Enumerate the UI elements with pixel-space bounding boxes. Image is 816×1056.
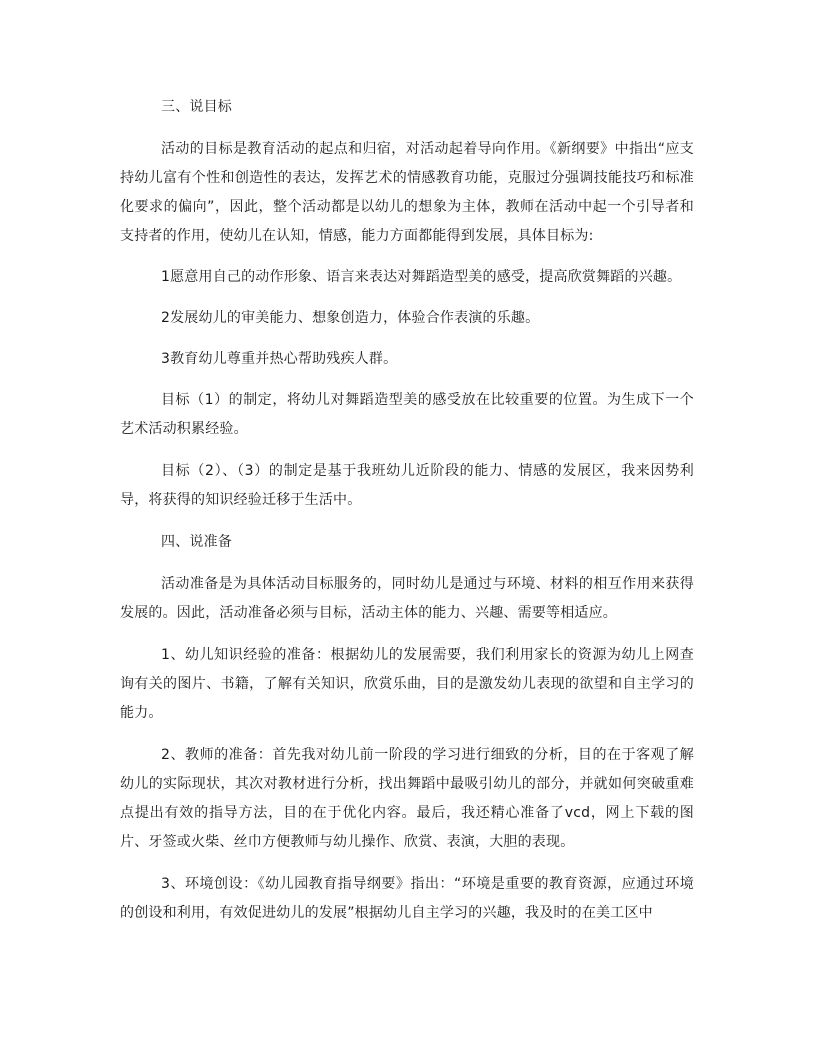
goal-item-3: 3教育幼儿尊重并热心帮助残疾人群。 xyxy=(161,351,398,367)
section-heading-goals: 三、说目标 xyxy=(161,99,232,115)
paragraph-teacher-prep: 2、教师的准备：首先我对幼儿前一阶段的学习进行细致的分析，目的在于客观了解幼儿的实际现状，其次对教材进行分析，找出舞蹈中最吸引幼儿的部分，并就如何突破重难点提出有效的指导方法，目的在于优化内容。最后，我还精心准备了vcd，网上下载的图片、牙签或火柴、丝巾方便教师与幼儿操作、欣赏、表演，大胆的表现。 xyxy=(120,747,694,850)
paragraph-goal-1-note: 目标（1）的制定，将幼儿对舞蹈造型美的感受放在比较重要的位置。为生成下一个艺术活动积累经验。 xyxy=(120,392,694,437)
paragraph-goal-2-3-note: 目标（2）、（3）的制定是基于我班幼儿近阶段的能力、情感的发展区，我来因势利导，将获得的知识经验迁移于生活中。 xyxy=(120,463,694,508)
goal-item-1: 1愿意用自己的动作形象、语言来表达对舞蹈造型美的感受，提高欣赏舞蹈的兴趣。 xyxy=(161,269,682,285)
document-body xyxy=(120,93,694,928)
paragraph-environment-setup: 3、环境创设：《幼儿园教育指导纲要》指出：“环境是重要的教育资源，应通过环境的创设和利用，有效促进幼儿的发展”根据幼儿自主学习的兴趣，我及时的在美工区中 xyxy=(120,876,694,921)
paragraph-goals-intro: 活动的目标是教育活动的起点和归宿，对活动起着导向作用。《新纲要》中指出“应支持幼儿富有个性和创造性的表达，发挥艺术的情感教育功能，克服过分强调技能技巧和标准化要求的偏向”，因此，整个活动都是以幼儿的想象为主体，教师在活动中起一个引导者和支持者的作用，使幼儿在认知，情感，能力方面都能得到发展，具体目标为: xyxy=(120,141,694,244)
goal-item-2: 2发展幼儿的审美能力、想象创造力，体验合作表演的乐趣。 xyxy=(161,310,540,326)
section-heading-preparation: 四、说准备 xyxy=(161,534,232,550)
paragraph-child-knowledge-prep: 1、幼儿知识经验的准备：根据幼儿的发展需要，我们利用家长的资源为幼儿上网查询有关的图片、书籍，了解有关知识，欣赏乐曲，目的是激发幼儿表现的欲望和自主学习的能力。 xyxy=(120,647,694,721)
paragraph-preparation-intro: 活动准备是为具体活动目标服务的，同时幼儿是通过与环境、材料的相互作用来获得发展的。因此，活动准备必须与目标，活动主体的能力、兴趣、需要等相适应。 xyxy=(120,576,694,621)
